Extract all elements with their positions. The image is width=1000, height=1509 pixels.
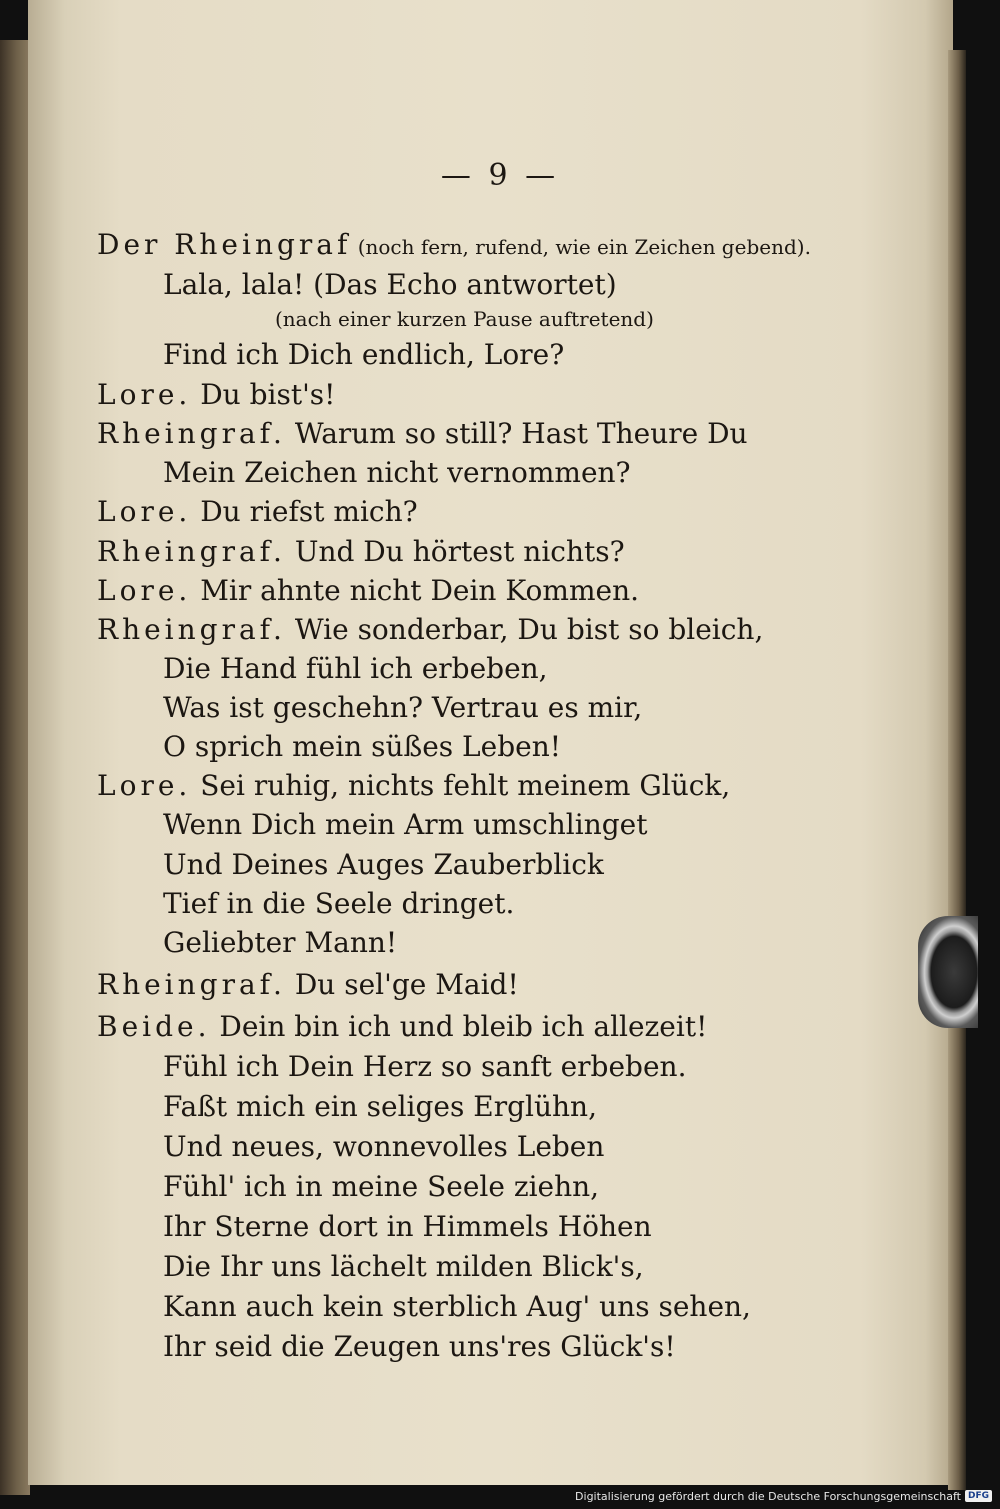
speaker-name: Lore.	[97, 495, 192, 528]
speaker-name: Der Rheingraf	[97, 228, 352, 261]
text-line	[97, 968, 519, 1002]
line-text: Faßt mich ein seliges Erglühn,	[163, 1090, 597, 1123]
line-text: Und Deines Auges Zauberblick	[163, 848, 604, 881]
book-clip	[918, 916, 978, 1028]
text-line	[163, 691, 642, 725]
line-text: Du bist's!	[191, 378, 336, 411]
text-line	[163, 887, 514, 921]
text-line	[97, 769, 730, 803]
speaker-name: Rheingraf.	[97, 613, 286, 646]
line-text: Geliebter Mann!	[163, 926, 398, 959]
text-line	[163, 1130, 604, 1164]
line-text: Wie sonderbar, Du bist so bleich,	[285, 613, 764, 646]
line-text: Warum so still? Hast Theure Du	[285, 417, 748, 450]
line-text: Sei ruhig, nichts fehlt meinem Glück,	[191, 769, 731, 802]
line-text: (noch fern, rufend, wie ein Zeichen gebend).	[351, 235, 811, 259]
text-line	[97, 495, 418, 529]
line-text: Dein bin ich und bleib ich allezeit!	[210, 1010, 708, 1043]
line-text: Fühl ich Dein Herz so sanft erbeben.	[163, 1050, 687, 1083]
text-line	[163, 1170, 599, 1204]
line-text: Und neues, wonnevolles Leben	[163, 1130, 605, 1163]
page-number: — 9 —	[440, 158, 560, 193]
text-line	[163, 268, 617, 302]
text-line	[97, 378, 335, 412]
line-text: Mir ahnte nicht Dein Kommen.	[191, 574, 639, 607]
speaker-name: Lore.	[97, 378, 192, 411]
speaker-name: Lore.	[97, 574, 192, 607]
text-line	[163, 1050, 686, 1084]
speaker-name: Rheingraf.	[97, 535, 286, 568]
speaker-name: Lore.	[97, 769, 192, 802]
line-text: Wenn Dich mein Arm umschlinget	[163, 808, 648, 841]
footer-credit: Digitalisierung gefördert durch die Deutsche Forschungsgemeinschaft	[575, 1489, 961, 1503]
line-text: Die Ihr uns lächelt milden Blick's,	[163, 1250, 644, 1283]
line-text: Tief in die Seele dringet.	[163, 887, 515, 920]
text-line	[97, 613, 763, 647]
text-line	[163, 926, 397, 960]
text-line	[275, 300, 654, 336]
line-text: Fühl' ich in meine Seele ziehn,	[163, 1170, 600, 1203]
text-line	[97, 228, 811, 264]
text-line	[163, 1250, 644, 1284]
stage-direction: (nach einer kurzen Pause auftretend)	[275, 307, 654, 331]
text-line	[97, 1010, 707, 1044]
line-text: Lala, lala! (Das Echo antwortet)	[163, 268, 617, 301]
line-text: Die Hand fühl ich erbeben,	[163, 652, 548, 685]
line-text: O sprich mein süßes Leben!	[163, 730, 562, 763]
line-text: Was ist geschehn? Vertrau es mir,	[163, 691, 643, 724]
right-page-edge	[948, 50, 966, 1490]
line-text: Du sel'ge Maid!	[285, 968, 519, 1001]
text-line	[163, 1090, 597, 1124]
speaker-name: Beide.	[97, 1010, 211, 1043]
line-text: Ihr seid die Zeugen uns'res Glück's!	[163, 1330, 676, 1363]
line-text: Kann auch kein sterblich Aug' uns sehen,	[163, 1290, 751, 1323]
line-text: Find ich Dich endlich, Lore?	[163, 338, 565, 371]
left-page-edge	[0, 40, 30, 1495]
text-line	[97, 574, 639, 608]
text-line	[163, 652, 548, 686]
speaker-name: Rheingraf.	[97, 968, 286, 1001]
text-line	[163, 848, 604, 882]
text-line	[97, 535, 625, 569]
line-text: Mein Zeichen nicht vernommen?	[163, 456, 631, 489]
text-line	[163, 730, 561, 764]
text-line	[163, 808, 647, 842]
line-text: Und Du hörtest nichts?	[285, 535, 625, 568]
dfg-logo: DFG	[965, 1490, 992, 1502]
text-line	[163, 338, 564, 372]
line-text: Du riefst mich?	[191, 495, 418, 528]
line-text: Ihr Sterne dort in Himmels Höhen	[163, 1210, 652, 1243]
text-line	[163, 456, 631, 490]
text-line	[163, 1210, 652, 1244]
text-line	[97, 417, 748, 451]
speaker-name: Rheingraf.	[97, 417, 286, 450]
text-line	[163, 1290, 751, 1324]
footer	[575, 1486, 992, 1506]
text-line	[163, 1330, 676, 1364]
